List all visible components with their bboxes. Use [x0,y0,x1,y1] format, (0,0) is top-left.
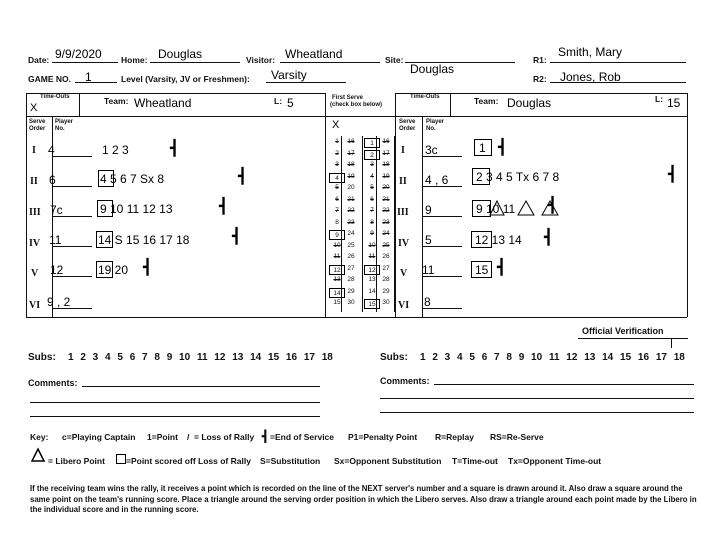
left-running-score-b-number: 16 [347,138,355,145]
running-score-divider [394,136,395,312]
left-timeouts-label: Time-Outs [40,94,70,100]
key-item: c=Playing Captain [62,432,136,442]
date-label: Date: [28,55,50,65]
end-of-service-mark: ┫ [668,166,678,183]
left-team-label: Team: [104,96,129,106]
right-comments-label: Comments: [380,376,430,386]
right-row-roman: V [400,268,408,279]
left-running-score-b-number: 28 [347,276,355,283]
left-running-score-a-number: 14 [329,288,345,298]
first-serve-sublabel: (check box below) [330,102,383,108]
right-running-score-a-number: 7 [370,207,374,214]
right-running-score-a-number: 4 [370,172,374,180]
right-timeouts-label: Time-Outs [410,94,440,100]
left-team-name: Wheatland [134,96,192,110]
libero-triangle [518,201,534,215]
right-libero-value: 15 [667,96,681,110]
running-score-divider [341,136,342,312]
right-running-score-b-number: 19 [382,172,390,180]
left-subs-numbers: 1 2 3 4 5 6 7 8 9 10 11 12 13 14 15 16 17 18 [68,352,333,363]
right-row-roman: III [397,207,409,218]
right-row-seq: 15 [475,263,489,277]
key-item: =Point scored off Loss of Rally [126,456,251,466]
left-row-player: 9 , 2 [47,295,71,309]
right-row-roman: II [399,176,407,187]
right-row-player: 4 , 6 [425,173,449,187]
left-row-player: 12 [50,263,64,277]
left-row-roman: I [32,145,36,156]
first-serve-mark: X [332,119,340,131]
right-subs-label: Subs: [380,352,408,363]
end-of-service-mark: ┫ [143,259,153,276]
square-icon [116,454,126,464]
right-running-score-b-number: 16 [382,138,390,145]
left-row-player: 11 [49,233,62,247]
key-item: =End of Service [270,432,335,442]
r2-label: R2: [533,74,547,84]
right-row-player: 9 [425,203,432,217]
key-item: RS=Re-Serve [490,432,544,442]
left-running-score-a-number: 2 [335,149,339,157]
home-value: Douglas [158,47,203,61]
right-row-seq: 12 13 14 [475,233,522,247]
key-item: T=Time-out [452,456,498,466]
left-row-roman: III [29,207,41,218]
left-running-score-a-number: 5 [335,184,339,191]
right-row-seq: 9 10 11 [476,202,516,216]
left-libero-value: 5 [287,96,294,110]
game-no-value: 1 [85,70,92,84]
right-row-seq: 1 [479,141,486,155]
right-running-score-b-number: 21 [382,195,390,203]
right-subs-numbers: 1 2 3 4 5 6 7 8 9 10 11 12 13 14 15 16 17 18 [420,352,685,363]
key-item: S=Substitution [260,456,321,466]
home-label: Home: [121,55,148,65]
site-value: Douglas [410,62,455,76]
left-timeout-mark: X [30,102,38,114]
left-row-player: 6 [49,173,56,187]
point-square [474,139,492,156]
left-row-player: 4 [48,143,55,157]
left-running-score-a-number: 13 [333,276,341,283]
key-item: Sx=Opponent Substitution [334,456,442,466]
key-item: Tx=Opponent Time-out [508,456,602,466]
right-running-score-a-number: 9 [370,230,374,237]
point-square [98,170,114,187]
right-serve-order-label: Serve Order [399,119,416,132]
left-row-roman: VI [29,300,41,311]
left-row-roman: II [30,176,38,187]
left-row-seq: 9 10 11 12 13 [100,202,173,216]
right-row-player: 3c [425,143,438,157]
right-team-name: Douglas [507,96,552,110]
left-row-player: 7c [50,203,63,217]
right-row-player: 8 [424,295,431,309]
point-square [471,231,492,248]
left-subs-label: Subs: [28,352,56,363]
game-no-label: GAME NO. [28,74,71,84]
running-score-divider [376,136,377,312]
key-item: = Loss of Rally [194,432,255,442]
right-running-score-a-number: 1 [364,138,380,148]
left-running-score-b-number: 30 [347,299,355,306]
point-square [96,261,113,278]
right-row-roman: I [401,145,405,156]
right-running-score-b-number: 20 [382,184,390,191]
point-square [97,200,113,217]
date-value: 9/9/2020 [55,47,102,61]
right-running-score-b-number: 18 [382,161,390,168]
right-running-score-b-number: 26 [382,253,390,260]
left-running-score-b-number: 23 [347,218,355,226]
left-running-score-b-number: 22 [347,207,355,214]
right-running-score-b-number: 28 [382,276,390,283]
left-running-score-b-number: 20 [347,184,355,191]
left-row-seq: 4 5 6 7 Sx 8 [100,172,165,186]
r2-value: Jones, Rob [560,70,621,84]
point-square [472,168,490,185]
right-row-player: 11 [422,263,435,277]
left-running-score-a-number: 6 [335,195,339,203]
left-running-score-b-number: 17 [347,149,355,157]
end-of-service-mark: ┫ [548,197,558,214]
left-running-score-b-number: 24 [347,230,355,237]
right-running-score-a-number: 14 [368,287,376,295]
end-of-service-mark: ┫ [498,139,508,156]
right-running-score-b-number: 25 [382,241,390,249]
end-service-icon: ┫ [262,431,269,443]
left-running-score-a-number: 7 [335,207,339,214]
right-running-score-a-number: 3 [370,161,374,168]
right-libero-label: L: [655,94,664,104]
right-running-score-a-number: 12 [364,265,380,275]
right-row-roman: VI [398,300,410,311]
left-row-roman: IV [29,238,41,249]
end-of-service-mark: ┫ [219,198,229,215]
first-serve-label: First Serve [332,95,364,101]
key-item: 1=Point [147,432,178,442]
left-running-score-a-number: 15 [333,299,341,306]
left-player-no-label: Player No. [55,119,74,132]
libero-triangle [490,201,504,215]
left-running-score-a-number: 12 [329,265,345,275]
level-label: Level (Varsity, JV or Freshmen): [121,74,250,84]
end-of-service-mark: ┫ [170,140,180,157]
left-running-score-b-number: 26 [347,253,355,260]
key-label: Key: [30,432,49,442]
right-row-seq: 2 3 4 5 Tx 6 7 8 [476,170,560,184]
visitor-value: Wheatland [285,47,343,61]
key-item-slash-icon: / [187,432,190,442]
site-label: Site: [385,55,404,65]
left-running-score-b-number: 29 [347,287,355,295]
right-row-roman: IV [398,238,410,249]
right-running-score-b-number: 22 [382,207,390,214]
key-item: R=Replay [435,432,474,442]
left-row-seq: 19 20 [98,263,129,277]
left-running-score-a-number: 10 [333,241,341,249]
left-running-score-b-number: 25 [347,241,355,249]
left-libero-label: L: [274,96,283,106]
left-running-score-a-number: 3 [335,161,339,168]
left-running-score-a-number: 4 [329,173,345,183]
r1-value: Smith, Mary [558,45,623,59]
left-running-score-a-number: 9 [329,230,345,240]
instructions-paragraph: If the receiving team wins the rally, it receives a point which is recorded on the line of the NEXT server's number and a square is drawn around it. Also draw a square around the same point on the team's running score. Place a triangle around the serving order position in which the Libero serves. Also draw a triangle around each point made by the Libero in the individual score and in the running score. [30,484,697,514]
left-running-score-b-number: 18 [347,161,355,168]
key-item: P1=Penalty Point [348,432,418,442]
left-running-score-a-number: 8 [335,218,339,226]
right-player-no-label: Player No. [426,119,445,132]
end-of-service-mark: ┫ [544,229,554,246]
right-running-score-b-number: 24 [382,230,390,237]
left-running-score-a-number: 1 [335,138,339,145]
right-running-score-a-number: 2 [364,150,380,160]
right-team-label: Team: [474,96,499,106]
level-value: Varsity [271,68,307,82]
left-running-score-b-number: 19 [347,172,355,180]
right-running-score-b-number: 27 [382,264,390,272]
right-row-player: 5 [425,233,432,247]
left-row-roman: V [31,268,39,279]
libero-triangle-icon [30,447,46,463]
point-square [471,261,492,278]
right-running-score-b-number: 30 [382,299,390,306]
right-running-score-a-number: 15 [364,299,380,309]
end-of-service-mark: ┫ [497,259,507,276]
right-running-score-a-number: 13 [368,276,376,283]
left-serve-order-label: Serve Order [29,119,46,132]
left-running-score-b-number: 21 [347,195,355,203]
right-running-score-b-number: 17 [382,149,390,157]
r1-label: R1: [533,55,547,65]
point-square [96,231,113,248]
right-running-score-a-number: 10 [368,241,376,249]
official-verification-label: Official Verification [582,326,664,336]
left-running-score-a-number: 11 [333,253,341,260]
left-comments-label: Comments: [28,378,78,388]
right-running-score-a-number: 5 [370,184,374,191]
right-running-score-a-number: 11 [368,253,376,260]
left-running-score-b-number: 27 [347,264,355,272]
end-of-service-mark: ┫ [232,228,242,245]
right-running-score-a-number: 6 [370,195,374,203]
visitor-label: Visitor: [246,55,276,65]
key-item: = Libero Point [48,456,105,466]
right-running-score-b-number: 29 [382,287,390,295]
end-of-service-mark: ┫ [238,168,248,185]
right-running-score-a-number: 8 [370,218,374,226]
left-row-seq: 1 2 3 [102,143,129,157]
left-row-seq: 14 S 15 16 17 18 [98,233,190,247]
running-score-divider [362,136,363,312]
right-running-score-b-number: 23 [382,218,390,226]
